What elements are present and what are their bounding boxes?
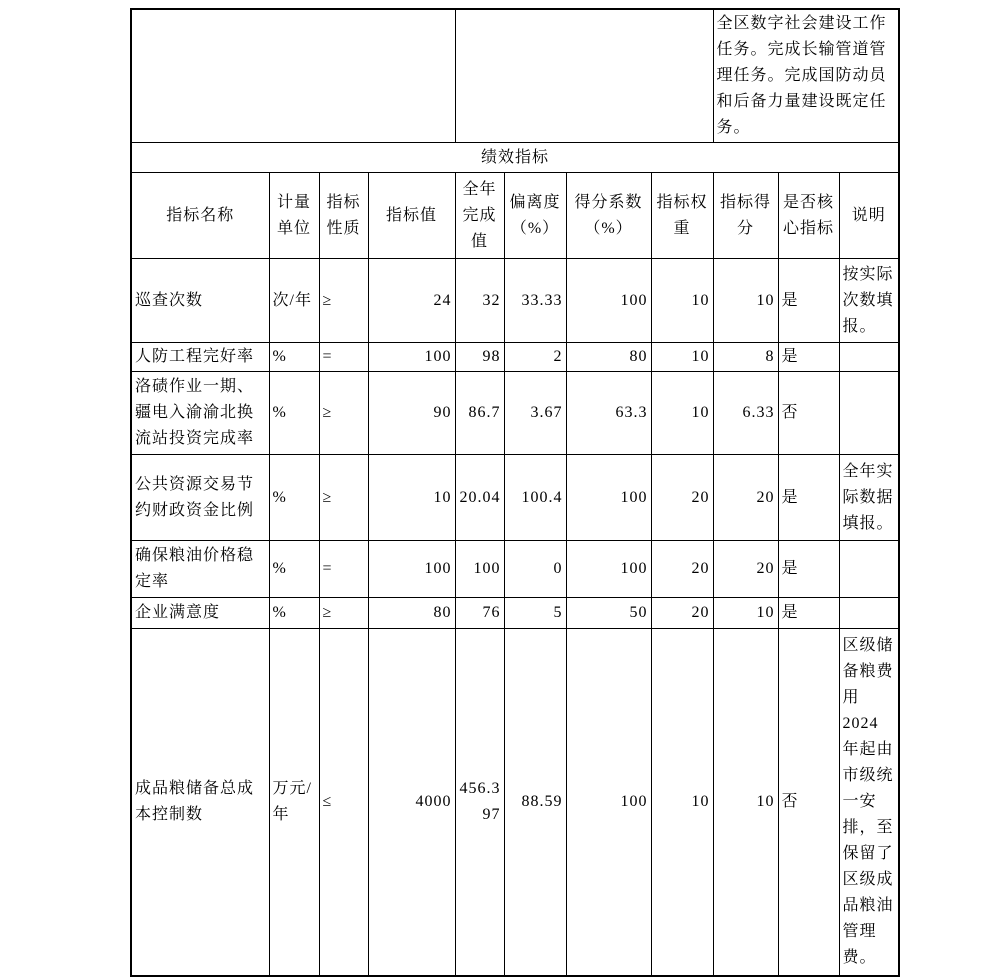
header-target-value: 指标值: [368, 173, 455, 259]
header-nature: 指标性质: [319, 173, 368, 259]
header-deviation: 偏离度（%）: [504, 173, 566, 259]
header-row: [131, 173, 899, 259]
note-cell: [839, 372, 899, 455]
deviation-cell: 33.33: [504, 259, 566, 343]
target-value-cell: 100: [368, 541, 455, 598]
header-note: 说明: [839, 173, 899, 259]
deviation-cell: 0: [504, 541, 566, 598]
nature-cell: =: [319, 541, 368, 598]
target-value-cell: 4000: [368, 629, 455, 976]
header-score-coefficient: 得分系数（%）: [566, 173, 651, 259]
indicator-name-cell: 巡查次数: [131, 259, 269, 343]
deviation-cell: 2: [504, 343, 566, 372]
completion-value-cell: 20.04: [455, 455, 504, 541]
unit-cell: %: [269, 455, 319, 541]
score-coefficient-cell: 100: [566, 259, 651, 343]
deviation-cell: 5: [504, 598, 566, 629]
table-row-7: [131, 629, 899, 976]
score-coefficient-cell: 50: [566, 598, 651, 629]
unit-cell: %: [269, 343, 319, 372]
completion-value-cell: 100: [455, 541, 504, 598]
indicator-name-cell: 确保粮油价格稳定率: [131, 541, 269, 598]
nature-cell: ≥: [319, 259, 368, 343]
note-cell: [839, 541, 899, 598]
note-cell: 按实际次数填报。: [839, 259, 899, 343]
completion-value-cell: 456.397: [455, 629, 504, 976]
weight-cell: 10: [651, 259, 713, 343]
score-coefficient-cell: 100: [566, 629, 651, 976]
deviation-cell: 88.59: [504, 629, 566, 976]
note-cell: [839, 343, 899, 372]
unit-cell: 次/年: [269, 259, 319, 343]
indicator-name-cell: 公共资源交易节约财政资金比例: [131, 455, 269, 541]
indicator-name-cell: 洛碛作业一期、疆电入渝渝北换流站投资完成率: [131, 372, 269, 455]
note-cell: 区级储备粮费用2024年起由市级统一安排，至保留了区级成品粮油管理费。: [839, 629, 899, 976]
target-value-cell: 24: [368, 259, 455, 343]
header-weight: 指标权重: [651, 173, 713, 259]
completion-value-cell: 98: [455, 343, 504, 372]
score-cell: 8: [713, 343, 778, 372]
score-cell: 10: [713, 598, 778, 629]
score-cell: 20: [713, 455, 778, 541]
core-indicator-cell: 否: [778, 629, 839, 976]
target-value-cell: 80: [368, 598, 455, 629]
header-completion-value: 全年完成值: [455, 173, 504, 259]
completion-value-cell: 86.7: [455, 372, 504, 455]
document-page: [130, 8, 900, 977]
continuation-empty-cell-2: [455, 9, 713, 143]
continuation-note-cell: 全区数字社会建设工作任务。完成长输管道管理任务。完成国防动员和后备力量建设既定任务。: [713, 9, 899, 143]
score-cell: 20: [713, 541, 778, 598]
target-value-cell: 10: [368, 455, 455, 541]
weight-cell: 20: [651, 598, 713, 629]
core-indicator-cell: 是: [778, 598, 839, 629]
note-cell: [839, 598, 899, 629]
weight-cell: 20: [651, 541, 713, 598]
indicator-name-cell: 企业满意度: [131, 598, 269, 629]
core-indicator-cell: 否: [778, 372, 839, 455]
nature-cell: =: [319, 343, 368, 372]
section-title-row: [131, 143, 899, 173]
table-row-3: [131, 372, 899, 455]
indicator-name-cell: 成品粮储备总成本控制数: [131, 629, 269, 976]
core-indicator-cell: 是: [778, 259, 839, 343]
header-core-indicator: 是否核心指标: [778, 173, 839, 259]
note-cell: 全年实际数据填报。: [839, 455, 899, 541]
score-cell: 6.33: [713, 372, 778, 455]
completion-value-cell: 76: [455, 598, 504, 629]
section-title: 绩效指标: [131, 143, 899, 173]
deviation-cell: 100.4: [504, 455, 566, 541]
weight-cell: 10: [651, 372, 713, 455]
nature-cell: ≤: [319, 629, 368, 976]
continuation-row: [131, 9, 899, 143]
table-row-5: [131, 541, 899, 598]
nature-cell: ≥: [319, 372, 368, 455]
score-coefficient-cell: 100: [566, 455, 651, 541]
core-indicator-cell: 是: [778, 541, 839, 598]
table-row-1: [131, 259, 899, 343]
nature-cell: ≥: [319, 598, 368, 629]
header-score: 指标得分: [713, 173, 778, 259]
unit-cell: %: [269, 541, 319, 598]
score-cell: 10: [713, 259, 778, 343]
core-indicator-cell: 是: [778, 343, 839, 372]
deviation-cell: 3.67: [504, 372, 566, 455]
score-cell: 10: [713, 629, 778, 976]
target-value-cell: 100: [368, 343, 455, 372]
completion-value-cell: 32: [455, 259, 504, 343]
table-row-2: [131, 343, 899, 372]
weight-cell: 10: [651, 343, 713, 372]
header-unit: 计量单位: [269, 173, 319, 259]
continuation-empty-cell-1: [131, 9, 455, 143]
score-coefficient-cell: 100: [566, 541, 651, 598]
weight-cell: 10: [651, 629, 713, 976]
nature-cell: ≥: [319, 455, 368, 541]
header-indicator-name: 指标名称: [131, 173, 269, 259]
target-value-cell: 90: [368, 372, 455, 455]
unit-cell: %: [269, 598, 319, 629]
table-row-4: [131, 455, 899, 541]
performance-indicator-table: [130, 8, 900, 977]
weight-cell: 20: [651, 455, 713, 541]
unit-cell: 万元/年: [269, 629, 319, 976]
core-indicator-cell: 是: [778, 455, 839, 541]
unit-cell: %: [269, 372, 319, 455]
score-coefficient-cell: 80: [566, 343, 651, 372]
score-coefficient-cell: 63.3: [566, 372, 651, 455]
indicator-name-cell: 人防工程完好率: [131, 343, 269, 372]
table-row-6: [131, 598, 899, 629]
